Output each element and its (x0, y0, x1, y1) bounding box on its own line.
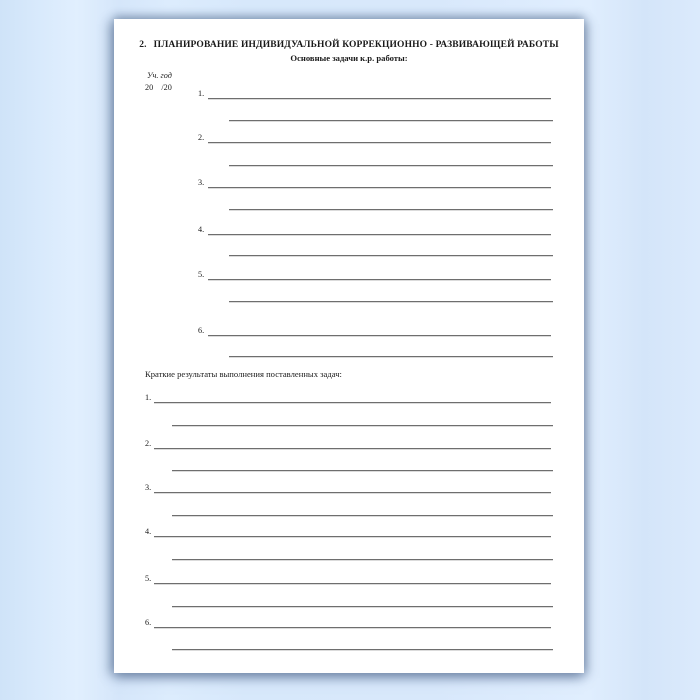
school-year-value: 20 /20 (145, 83, 172, 92)
task-item-number: 3. (198, 178, 205, 187)
blank-line (172, 470, 553, 471)
task-item-number: 2. (198, 133, 205, 142)
blank-line (208, 142, 551, 143)
blank-line (172, 559, 553, 560)
result-item-number: 5. (145, 574, 152, 583)
blank-line (208, 335, 551, 336)
blank-line (154, 492, 551, 493)
result-item-number: 4. (145, 527, 152, 536)
school-year-label: Уч. год (147, 71, 172, 80)
title-text: ПЛАНИРОВАНИЕ ИНДИВИДУАЛЬНОЙ КОРРЕКЦИОННО - РАЗВИВАЮЩЕЙ РАБОТЫ (153, 40, 559, 50)
blank-line (229, 356, 553, 357)
task-item-number: 1. (198, 89, 205, 98)
result-item-number: 2. (145, 439, 152, 448)
result-item-number: 6. (145, 618, 152, 627)
document-page (114, 19, 584, 673)
task-item-number: 4. (198, 225, 205, 234)
task-item-number: 5. (198, 270, 205, 279)
blank-line (229, 255, 553, 256)
blank-line (172, 515, 553, 516)
blank-line (229, 120, 553, 121)
document-title (114, 40, 584, 51)
blank-line (229, 165, 553, 166)
blank-line (172, 649, 553, 650)
blank-line (154, 583, 551, 584)
blank-line (229, 209, 553, 210)
blank-line (154, 402, 551, 403)
section-number: 2. (139, 40, 147, 50)
blank-line (172, 425, 553, 426)
document-subtitle: Основные задачи к.р. работы: (290, 53, 408, 63)
blank-line (208, 187, 551, 188)
blank-line (154, 536, 551, 537)
blank-line (208, 98, 551, 99)
blank-line (208, 279, 551, 280)
results-heading: Краткие результаты выполнения поставленных задач: (145, 369, 342, 379)
result-item-number: 1. (145, 393, 152, 402)
blank-line (172, 606, 553, 607)
blank-line (208, 234, 551, 235)
blank-line (229, 301, 553, 302)
result-item-number: 3. (145, 483, 152, 492)
blank-line (154, 448, 551, 449)
task-item-number: 6. (198, 326, 205, 335)
blank-line (154, 627, 551, 628)
